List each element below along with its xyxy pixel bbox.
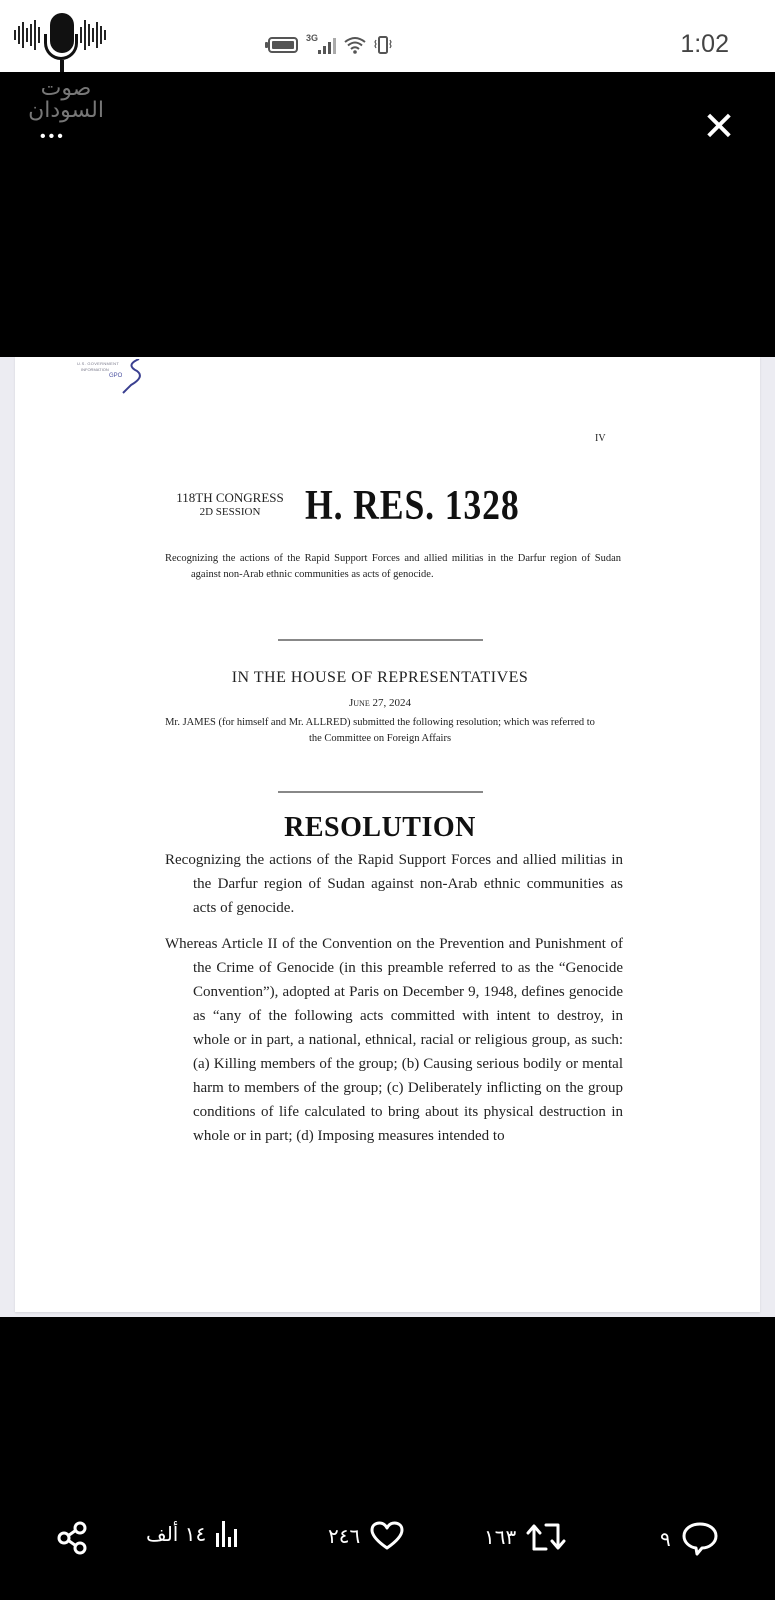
vibrate-icon [374, 36, 392, 54]
gpo-logo [77, 359, 167, 395]
views-chart-icon [216, 1521, 238, 1547]
sponsor-statement: Mr. JAMES (for himself and Mr. ALLRED) submitted the following resolution; which was referred to the Committee on Foreign Affairs [165, 717, 595, 744]
congress-session [165, 491, 295, 519]
sound-wave-icon [80, 20, 106, 50]
logo-text-line-1: صوت [40, 76, 92, 101]
clock: 1:02 [680, 30, 729, 58]
whereas-clause: Whereas Article II of the Convention on the Prevention and Punishment of the Crime of Genocide (in this preamble referred to as the “Genocide Convention”), adopted at Paris on December 9, 1948, defines genocide as “any of the following acts committed with intent to destroy, in whole or in part, a national, ethnical, racial or religious group, as such: (a) Killing members of the group; (b) Causing serious bodily or mental harm to members of the group; (c) Deliberately inflicting on the group conditions of life calculated to bring about its physical destruction in whole or in part; (d) Imposing measures intended to [165, 936, 623, 1144]
chamber-heading: IN THE HOUSE OF REPRESENTATIVES [231, 669, 529, 686]
likes-count: ٢٤٦ [328, 1524, 361, 1548]
document-viewer[interactable] [0, 357, 775, 1317]
battery-icon [268, 37, 298, 53]
gpo-logo-line-1: U.S. GOVERNMENT [77, 361, 120, 366]
post-action-bar [0, 1515, 775, 1565]
reply-button[interactable] [660, 1521, 719, 1557]
repost-icon [526, 1521, 566, 1553]
views-count: ١٤ ألف [146, 1522, 207, 1546]
share-icon [56, 1521, 90, 1555]
divider [278, 639, 483, 641]
logo-text [18, 78, 114, 122]
cellular-signal-icon [306, 33, 336, 54]
document-page [15, 357, 760, 1312]
divider [278, 791, 483, 793]
logo-text-line-2: السودان [28, 98, 104, 123]
gpo-emblem-icon [117, 359, 147, 395]
share-button[interactable] [56, 1521, 90, 1555]
version-code: IV [595, 433, 606, 444]
resolution-purpose: Recognizing the actions of the Rapid Support Forces and allied militias in the Darfur region of Sudan against non-Arab ethnic communities as acts of genocide. [165, 852, 623, 916]
close-button[interactable]: ✕ [702, 104, 736, 150]
more-options-button[interactable]: ••• [40, 128, 66, 145]
comment-icon [681, 1521, 719, 1557]
introduced-date: June 27, 2024 [349, 697, 411, 709]
session-label: 2D SESSION [199, 506, 261, 518]
replies-count: ٩ [660, 1527, 671, 1551]
repost-button[interactable] [484, 1521, 566, 1553]
short-title: Recognizing the actions of the Rapid Support Forces and allied militias in the Darfur region of Sudan against non-Arab ethnic communities as acts of genocide. [165, 553, 621, 580]
resolution-heading: RESOLUTION [284, 812, 476, 843]
congress-label: 118TH CONGRESS [176, 490, 284, 505]
app-logo [14, 10, 114, 145]
gpo-logo-line-3: GPO [109, 373, 123, 379]
status-icons [268, 34, 392, 56]
status-bar [0, 0, 775, 72]
like-button[interactable] [328, 1521, 404, 1551]
wifi-icon [344, 36, 366, 54]
heart-icon [370, 1521, 404, 1551]
network-type-label: 3G [306, 33, 319, 43]
views-button[interactable] [146, 1521, 238, 1547]
reposts-count: ١٦٣ [484, 1525, 517, 1549]
sound-wave-icon [14, 20, 40, 50]
gpo-logo-line-2: INFORMATION [81, 367, 109, 372]
bill-number: H. RES. 1328 [305, 483, 520, 529]
